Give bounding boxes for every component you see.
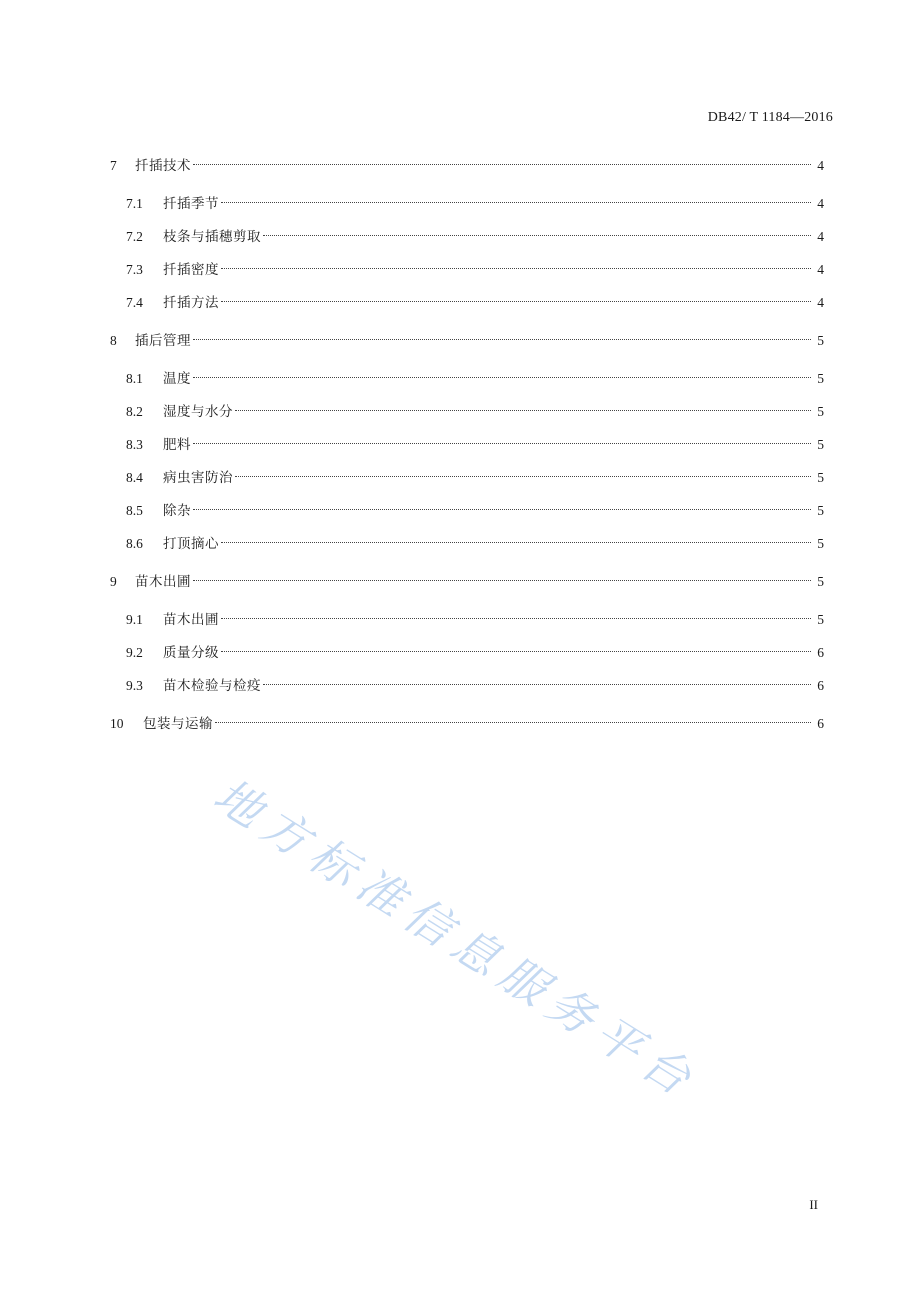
- toc-leader-dots: [221, 618, 811, 619]
- toc-entry[interactable]: [110, 499, 824, 523]
- toc-entry-number: 7.2: [126, 229, 143, 244]
- toc-entry-page: 5: [817, 437, 824, 452]
- toc-entry-page: 5: [817, 574, 824, 589]
- footer-page-number: II: [809, 1197, 818, 1212]
- toc-entry-page: 5: [817, 470, 824, 485]
- toc-entry[interactable]: [110, 192, 824, 216]
- toc-entry-title: 苗木出圃: [163, 612, 219, 628]
- toc-leader-dots: [221, 301, 811, 302]
- toc-entry-number: 7.4: [126, 295, 143, 310]
- toc-entry-number: 8.1: [126, 371, 143, 386]
- toc-entry-number: 7: [110, 158, 117, 173]
- toc-entry[interactable]: [110, 641, 824, 665]
- toc-entry-page: 4: [817, 196, 824, 211]
- toc-entry-title: 扦插密度: [163, 262, 219, 278]
- toc-entry-number: 8.3: [126, 437, 143, 452]
- toc-entry-number: 9: [110, 574, 117, 589]
- toc-entry[interactable]: [110, 291, 824, 315]
- toc-entry-title: 苗木出圃: [135, 574, 191, 590]
- toc-entry-page: 6: [817, 716, 824, 731]
- toc-entry[interactable]: [110, 570, 824, 594]
- toc-entry-title: 苗木检验与检疫: [163, 678, 261, 694]
- toc-leader-dots: [193, 509, 811, 510]
- toc-entry-title: 质量分级: [163, 645, 219, 661]
- toc-entry-page: 5: [817, 404, 824, 419]
- toc-entry-number: 9.3: [126, 678, 143, 693]
- toc-leader-dots: [193, 580, 811, 581]
- toc-entry-title: 除杂: [163, 503, 191, 519]
- toc-entry-number: 8.2: [126, 404, 143, 419]
- document-code: DB42/ T 1184—2016: [707, 110, 833, 125]
- toc-entry[interactable]: [110, 367, 824, 391]
- toc-entry-number: 8.4: [126, 470, 143, 485]
- toc-leader-dots: [193, 339, 811, 340]
- toc-entry-page: 5: [817, 612, 824, 627]
- toc-leader-dots: [221, 651, 811, 652]
- toc-entry-number: 8.5: [126, 503, 143, 518]
- toc-entry-title: 病虫害防治: [163, 470, 233, 486]
- toc-entry-number: 8.6: [126, 536, 143, 551]
- toc-entry-number: 7.1: [126, 196, 143, 211]
- toc-entry[interactable]: [110, 329, 824, 353]
- toc-entry-page: 6: [817, 645, 824, 660]
- toc-leader-dots: [235, 410, 811, 411]
- toc-leader-dots: [215, 722, 811, 723]
- toc-entry[interactable]: [110, 712, 824, 736]
- toc-entry-number: 7.3: [126, 262, 143, 277]
- toc-entry-title: 扦插技术: [135, 158, 191, 174]
- toc-entry-title: 扦插季节: [163, 196, 219, 212]
- toc-entry-title: 插后管理: [135, 333, 191, 349]
- toc-entry[interactable]: [110, 225, 824, 249]
- toc-entry-title: 湿度与水分: [163, 404, 233, 420]
- toc-entry-number: 10: [110, 716, 124, 731]
- toc-entry-page: 4: [817, 158, 824, 173]
- watermark: 地方标准信息服务平台: [204, 767, 709, 1111]
- toc-leader-dots: [235, 476, 811, 477]
- toc-leader-dots: [193, 164, 811, 165]
- toc-entry-page: 5: [817, 536, 824, 551]
- toc-leader-dots: [263, 684, 811, 685]
- toc-leader-dots: [221, 268, 811, 269]
- toc-entry-page: 5: [817, 503, 824, 518]
- toc-entry-title: 温度: [163, 371, 191, 387]
- toc-leader-dots: [193, 377, 811, 378]
- toc-entry-title: 包装与运输: [143, 716, 213, 732]
- toc-entry[interactable]: [110, 466, 824, 490]
- toc-leader-dots: [221, 542, 811, 543]
- toc-entry[interactable]: [110, 258, 824, 282]
- toc-entry-number: 8: [110, 333, 117, 348]
- table-of-contents: [110, 154, 824, 736]
- toc-entry-page: 4: [817, 262, 824, 277]
- toc-entry-number: 9.2: [126, 645, 143, 660]
- toc-entry-title: 肥料: [163, 437, 191, 453]
- toc-entry[interactable]: [110, 674, 824, 698]
- toc-entry-page: 4: [817, 295, 824, 310]
- toc-entry[interactable]: [110, 400, 824, 424]
- toc-entry-page: 4: [817, 229, 824, 244]
- toc-leader-dots: [221, 202, 811, 203]
- toc-entry[interactable]: [110, 154, 824, 178]
- toc-leader-dots: [193, 443, 811, 444]
- toc-entry-page: 6: [817, 678, 824, 693]
- toc-entry[interactable]: [110, 532, 824, 556]
- toc-entry-title: 打顶摘心: [163, 536, 219, 552]
- toc-entry[interactable]: [110, 433, 824, 457]
- toc-leader-dots: [263, 235, 811, 236]
- toc-entry-page: 5: [817, 371, 824, 386]
- toc-entry[interactable]: [110, 608, 824, 632]
- toc-entry-number: 9.1: [126, 612, 143, 627]
- toc-entry-title: 枝条与插穗剪取: [163, 229, 261, 245]
- toc-entry-page: 5: [817, 333, 824, 348]
- toc-entry-title: 扦插方法: [163, 295, 219, 311]
